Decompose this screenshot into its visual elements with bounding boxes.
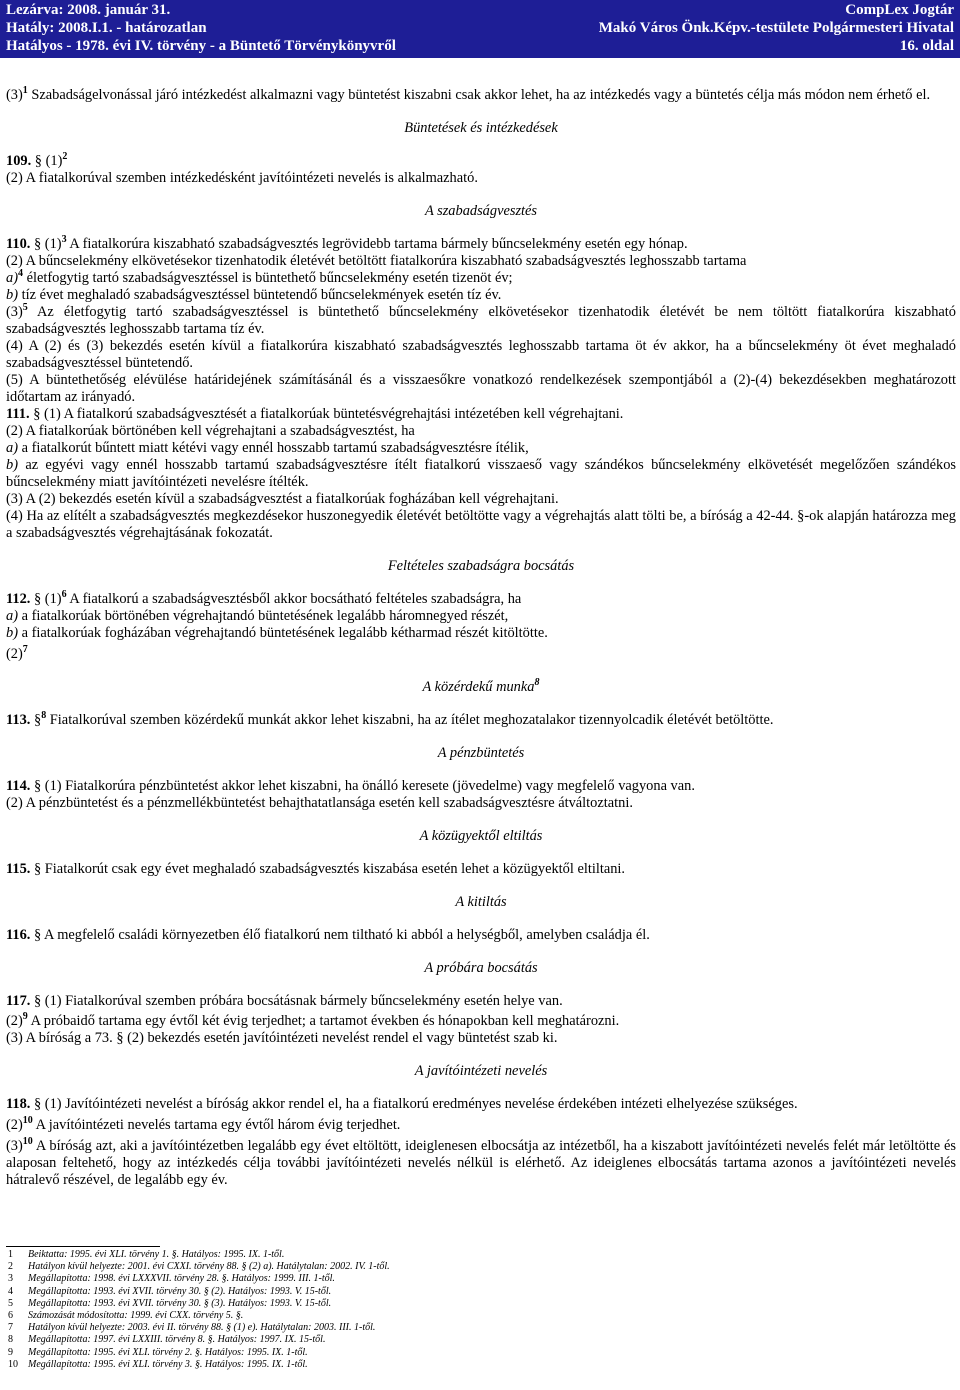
footnote-item: 9 Megállapította: 1995. évi XLI. törvény 2. §. Hatályos: 1995. IX. 1-től. [8, 1346, 308, 1358]
footnote-item: 1 Beiktatta: 1995. évi XLI. törvény 1. §. Hatályos: 1995. IX. 1-től. [8, 1249, 285, 1260]
paragraph-110-5: (5) A büntethetőség elévülése határidejének számításánál és a visszaesőkre vonatkozó rendelkezések szempontjából a (2)-(4) bekezdésekben meghatározott időtartam az irányadó. [6, 372, 956, 405]
paragraph-110-3: $(3)^5$ Az életfogytig tartó szabadságvesztéssel is büntethető bűncselekmény elkövetésekor tizenhatodik életévét be nem töltött fiatalkorúra kiszabható szabadságvesztés leghosszabb tartama tíz év. [6, 302, 956, 337]
footnote-item: 8 Megállapította: 1997. évi LXXIII. törvény 8. §. Hatályos: 1997. IX. 15-től. [8, 1334, 326, 1346]
paragraph-113: 113. §$^8$ Fiatalkorúval szemben közérdekű munkát akkor lehet kiszabni, ha az ítélet meghozatalakor tizennyolcadik életévét betöltötte. [6, 710, 774, 728]
paragraph-115: 115. § Fiatalkorút csak egy évet meghaladó szabadságvesztés kiszabása esetén lehet a közügyektől eltiltani. [6, 861, 626, 877]
paragraph-112-2: $(2)^7$ [6, 644, 28, 662]
page-header [0, 0, 960, 58]
paragraph-110-2: (2) A bűncselekmény elkövetésekor tizenhatodik életévét betöltött fiatalkorúra kiszabható szabadságvesztés leghosszabb tartama [6, 253, 747, 269]
paragraph-111-2: (2) A fiatalkorúak börtönében kell végrehajtani a szabadságvesztést, ha [6, 423, 415, 439]
header-product: CompLex Jogtár [845, 2, 954, 18]
header-licensee: Makó Város Önk.Képv.-testülete Polgármesteri Hivatal [598, 20, 954, 36]
footnote-divider [6, 1246, 160, 1247]
paragraph-111-4: (4) Ha az elítélt a szabadságvesztés megkezdésekor huszonegyedik életévét betöltötte vagy a végrehajtás alatt tölti be, a bíróság a 42-44. §-ok alapján határozza meg a szabadságvesztés végrehajtásának fokozatát. [6, 508, 956, 541]
paragraph-111-3: (3) A (2) bekezdés esetén kívül a szabadságvesztést a fiatalkorúak fogházában kell végrehajtani. [6, 491, 559, 507]
paragraph-111-2a: a) a fiatalkorút bűntett miatt kétévi vagy ennél hosszabb tartamú szabadságvesztésre ítélik, [6, 440, 529, 456]
paragraph-118-1: 118. § (1) Javítóintézeti nevelést a bíróság akkor rendel el, ha a fiatalkorú eredményes nevelése érdekében intézeti elhelyezése szükséges. [6, 1096, 798, 1112]
document-body [0, 58, 960, 1189]
paragraph-110-4: (4) A (2) és (3) bekezdés esetén kívül a fiatalkorúra kiszabható szabadságvesztés leghosszabb tartama öt év akkor, ha a bűncselekmény öt évet meghaladó szabadságvesztéssel büntetendő. [6, 338, 956, 371]
paragraph-118-2: $(2)^{10}$ A javítóintézeti nevelés tartama egy évtől három évig terjedhet. [6, 1115, 401, 1133]
footnote-ref: 1 [22, 85, 28, 97]
paragraph-108-3: $(3)^1$ Szabadságelvonással járó intézkedést alkalmazni vagy büntetést kiszabni csak akkor lehet, ha az intézkedés vagy a büntetés célja más módon nem érhető el. [6, 85, 931, 103]
footnote-item: 3 Megállapította: 1998. évi LXXXVII. törvény 28. §. Hatályos: 1999. III. 1-től. [8, 1273, 335, 1285]
header-page-number: 16. oldal [899, 38, 954, 54]
footnotes [0, 1246, 960, 1371]
header-law-title: Hatályos - 1978. évi IV. törvény - a Büntető Törvénykönyvről [6, 38, 396, 54]
section-sign: § [34, 153, 42, 169]
footnote-item: 7 Hatályon kívül helyezte: 2003. évi II. törvény 88. § (1) e). Hatálytalan: 2003. III. 1-től. [8, 1322, 376, 1334]
header-right [599, 1, 954, 55]
paragraph-117-2: $(2)^9$ A próbaidő tartama egy évtől két évig terjedhet; a tartamot években és hónapokban kell meghatározni. [6, 1011, 620, 1029]
section-title: A próbára bocsátás [424, 960, 538, 976]
paragraph-114-1: 114. § (1) Fiatalkorúra pénzbüntetést akkor lehet kiszabni, ha önálló keresete (jövedelme) vagy megfelelő vagyona van. [6, 778, 695, 794]
header-closed-date: Lezárva: 2008. január 31. [6, 2, 171, 18]
section-title: A közügyektől eltiltás [419, 828, 543, 844]
footnote-item: 5 Megállapította: 1993. évi XVII. törvény 30. § (3). Hatályos: 1993. V. 15-től. [8, 1297, 332, 1309]
paragraph-118-3: $(3)^{10}$ A bíróság azt, aki a javítóintézetben legalább egy évet eltöltött, ideiglenesen elbocsátja az intézetből, ha a kiszabott javítóintézeti nevelés felét már letöltötte és alaposan feltehető, hogy az intézkedés célja további javítóintézeti nevelés nélkül is elérhető. Az ideiglenes elbocsátás tartama azonos a javítóintézeti nevelés hátralevő részével, de legalább egy év. [6, 1136, 956, 1188]
paragraph-109-2: (2) A fiatalkorúval szemben intézkedésként javítóintézeti nevelés is alkalmazható. [6, 170, 478, 186]
paragraph-111-1: 111. § (1) A fiatalkorú szabadságvesztését a fiatalkorúak büntetésvégrehajtási intézetében kell végrehajtani. [6, 406, 624, 422]
section-title: Feltételes szabadságra bocsátás [387, 558, 575, 574]
header-validity: Hatály: 2008.I.1. - határozatlan [6, 20, 207, 36]
paragraph-112-1a: a) a fiatalkorúak börtönében végrehajtandó büntetésének legalább háromnegyed részét, [6, 608, 509, 624]
section-title: Büntetések és intézkedések [404, 120, 558, 136]
paragraph-110-2a: a)$^4$ életfogytig tartó szabadságvesztéssel is büntethető bűncselekmény esetén tizenöt év; [6, 268, 513, 286]
paragraph-112-1b: b) a fiatalkorúak fogházában végrehajtandó büntetésének legalább kétharmad részét kitöltötte. [6, 625, 548, 641]
paragraph-114-2: (2) A pénzbüntetést és a pénzmellékbüntetést behajthatatlansága esetén kell szabadságvesztésre átváltoztatni. [6, 795, 633, 811]
paragraph-116: 116. § A megfelelő családi környezetben élő fiatalkorú nem tiltható ki abból a helységből, amelyben családja él. [6, 927, 650, 943]
paragraph-117-1: 117. § (1) Fiatalkorúval szemben próbára bocsátásnak bármely bűncselekmény esetén helye van. [6, 993, 563, 1009]
paragraph-112-1: 112. § $(1)^6$ A fiatalkorú a szabadságvesztésből akkor bocsátható feltételes szabadságra, ha [6, 589, 522, 607]
footnote-item: 6 Számozását módosította: 1999. évi CXX. törvény 5. §. [8, 1310, 244, 1322]
section-title: A pénzbüntetés [437, 745, 525, 761]
section-title: A közérdekű munka$^8$ [422, 677, 540, 695]
section-title: A javítóintézeti nevelés [414, 1063, 548, 1079]
paragraph-111-2b: b) az egyévi vagy ennél hosszabb tartamú szabadságvesztésre ítélt fiatalkorú visszaeső vagy szándékos bűncselekmény elkövetését megelőzően szándékos bűncselekmény miatt javítóintézeti nevelésre ítélték. [6, 457, 956, 490]
footnote-item: 2 Hatályon kívül helyezte: 2001. évi CXXI. törvény 88. § (2) a). Hatálytalan: 2002. IV. 1-től. [8, 1261, 390, 1273]
paragraph-110-2b: b) tíz évet meghaladó szabadságvesztéssel büntetendő bűncselekmények esetén tíz év. [6, 287, 502, 303]
paragraph-117-3: (3) A bíróság a 73. § (2) bekezdés esetén javítóintézeti nevelést rendel el vagy büntetést szab ki. [6, 1030, 558, 1046]
footnote-ref: 2 [62, 151, 68, 163]
footnote-item: 10 Megállapította: 1995. évi XLI. törvény 3. §. Hatályos: 1995. IX. 1-től. [8, 1358, 308, 1370]
header-left [6, 1, 396, 55]
footnote-item: 4 Megállapította: 1993. évi XVII. törvény 30. § (2). Hatályos: 1993. V. 15-től. [8, 1285, 332, 1297]
section-title: A szabadságvesztés [424, 203, 538, 219]
paragraph-109-1: 109. § $(1)^2$ [6, 151, 68, 169]
section-title: A kitiltás [455, 894, 507, 910]
paragraph-110-1: 110. § $(1)^3$ A fiatalkorúra kiszabható szabadságvesztés legrövidebb tartama bármely bűncselekmény esetén egy hónap. [6, 234, 688, 252]
